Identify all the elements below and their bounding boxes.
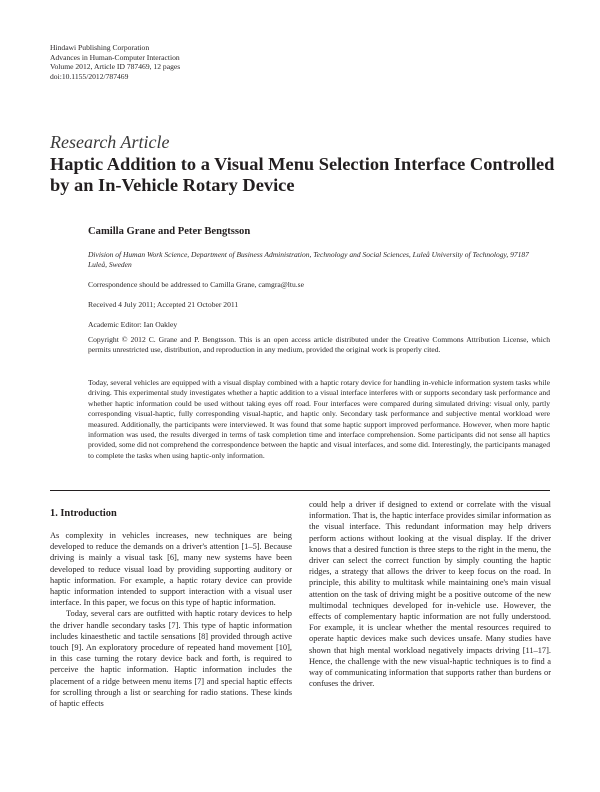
paragraph: could help a driver if designed to extend or correlate with the visual information. That is, the haptic interface provides similar information as the visual interface. This redundant information may help drivers perform actions without looking at the visual display. If the driver knows that a desired function is three steps to the right in the menu, the driver can select the correct function by simply counting the haptic ridges, a strategy that allows the driver to keep focus on the road. In principle, this ability to multitask while maintaining one's main visual attention on the task of driving might be a positive outcome of the new multimodal techniques developed for in-vehicle use. However, the effects of complementary haptic information are not fully understood. For example, it is unclear whether the mental resources required to operate haptic devices make such devices unsafe. Many studies have shown that high mental workload negatively impacts driving [11–17]. Hence, the challenge with the new visual-haptic techniques is to find a way of communicating information that supports rather than burdens or confuses the driver. xyxy=(309,500,551,689)
received-dates: Received 4 July 2011; Accepted 21 October 2011 xyxy=(88,300,239,309)
paragraph: Today, several cars are outfitted with haptic rotary devices to help the driver handle secondary tasks [7]. This type of haptic information includes kinaesthetic and tactile sensations [8] provided through active touch [9]. An exploratory procedure of repeated hand movement [10], in this case turning the rotary device back and forth, is required to perceive the haptic information. Haptic information includes the placement of a ridge between menu items [7] and special haptic effects for scrolling through a list or searching for radio stations. These kinds of haptic effects xyxy=(50,609,292,709)
abstract: Today, several vehicles are equipped with a visual display combined with a haptic rotary device for handling in-vehicle information system tasks while driving. This experimental study investigates whether a haptic addition to a visual interface interferes with or supports secondary task performance and whether haptic information could be used without taking eyes off road. Four interfaces were compared during simulated driving: visual only, partly corresponding visual-haptic, fully corresponding visual-haptic, and haptic only. Secondary task performance and subjective mental workload were measured. Additionally, the participants were interviewed. It was found that some haptic support improved performance. However, when more haptic information was used, the results diverged in terms of task completion time and interface comprehension. Some participants did not sense all haptics provided, some did not comprehend the correspondence between the haptic and visual interfaces, and some did. Interestingly, the participants managed to complete the tasks when using haptic-only information. xyxy=(88,378,550,460)
article-title: Haptic Addition to a Visual Menu Selection Interface Controlled by an In-Vehicle Rotary Device xyxy=(50,154,555,195)
volume-info: Volume 2012, Article ID 787469, 12 pages xyxy=(50,62,181,72)
copyright-notice: Copyright © 2012 C. Grane and P. Bengtsson. This is an open access article distributed under the Creative Commons Attribution License, which permits unrestricted use, distribution, and reproduction in any medium, provided the original work is properly cited. xyxy=(88,335,550,355)
paragraph: As complexity in vehicles increases, new techniques are being developed to reduce the demands on a driver's attention [1–5]. Because driving is mainly a visual task [6], many new systems have been developed to reduce visual load by providing supporting auditory or haptic information. For example, a haptic rotary device can provide haptic information intended to support interaction with a visual user interface. In this paper, we focus on this type of haptic information. xyxy=(50,531,292,608)
left-column xyxy=(50,530,292,709)
academic-editor: Academic Editor: Ian Oakley xyxy=(88,320,178,329)
article-type: Research Article xyxy=(50,132,170,152)
section-divider xyxy=(50,490,550,491)
doi: doi:10.1155/2012/787469 xyxy=(50,71,129,81)
correspondence: Correspondence should be addressed to Camilla Grane, camgra@ltu.se xyxy=(88,280,304,289)
authors: Camilla Grane and Peter Bengtsson xyxy=(88,226,251,237)
right-column xyxy=(309,499,551,689)
affiliation: Division of Human Work Science, Department of Business Administration, Technology and Social Sciences, Luleå University of Technology, 97187 Luleå, Sweden xyxy=(88,250,529,269)
journal-name: Advances in Human-Computer Interaction xyxy=(50,52,180,62)
publisher: Hindawi Publishing Corporation xyxy=(50,43,150,52)
section-heading: 1. Introduction xyxy=(50,508,117,519)
journal-header xyxy=(50,43,180,81)
